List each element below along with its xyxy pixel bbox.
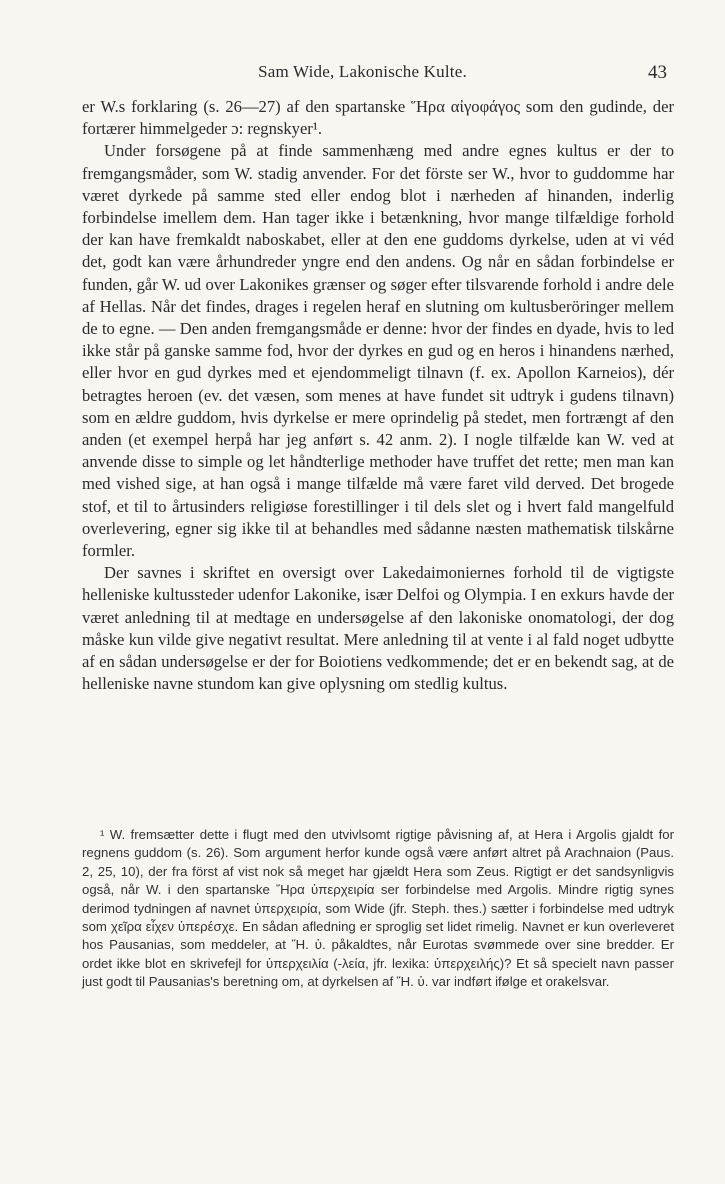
running-header xyxy=(0,62,725,84)
running-title: Sam Wide, Lakonische Kulte. xyxy=(258,62,467,81)
paragraph: Der savnes i skriftet en oversigt over Lakedaimoniernes forhold til de vigtigste helleniske kultussteder udenfor Lakonike, især Delfoi og Olympia. I en exkurs havde der været anledning til at medtage en undersøgelse af den lakoniske onomatologi, der dog måske kun vilde give negativt resultat. Mere anledning til at vente i al fald noget udbytte af en sådan undersøgelse er der for Boiotiens vedkommende; det er en bekendt sag, at de helleniske navne stundom kan give oplysning om stedlig kultus. xyxy=(82,563,674,694)
paragraph: er W.s forklaring (s. 26—27) af den spartanske Ἥρα αἰγοφάγος som den gudinde, der fortærer himmelgeder ɔ: regnskyer¹. xyxy=(82,97,674,139)
footnotes xyxy=(82,826,674,992)
main-text xyxy=(82,96,674,695)
page-number: 43 xyxy=(648,62,667,83)
footnote: ¹ W. fremsætter dette i flugt med den utvivlsomt rigtige påvisning af, at Hera i Argolis gjaldt for regnens guddom (s. 26). Som argument herfor kunde også være anført altret på Arachnaion (Paus. 2, 25, 10), der fra först af vist nok så meget har gjældt Hera som Zeus. Rigtigt er det sandsynligvis også, når W. i den spartanske Ἥρα ὑπερχειρία ser forbindelse med Argolis. Mindre rigtig synes derimod tydningen af navnet ὑπερχειρία, som Wide (jfr. Steph. thes.) sætter i forbindelse med udtryk som χεῖρα εἶχεν ὑπερέσχε. En sådan afledning er sproglig set lidet rimelig. Navnet er kun overleveret hos Pausanias, som meddeler, at Ἥ. ὑ. påkaldtes, når Eurotas svømmede over sine bredder. Er ordet ikke blot en skrivefejl for ὑπερχειλία (-λεία, jfr. lexika: ὑπερχειλής)? Et så specielt navn passer just godt til Pausanias's beretning om, at dyrkelsen af Ἥ. ὑ. var indført ifølge et orakelsvar. xyxy=(82,827,674,990)
paragraph: Under forsøgene på at finde sammenhæng med andre egnes kultus er der to fremgangsmåder, som W. stadig anvender. For det förste ser W., hvor to guddomme har været dyrkede på samme sted eller endog blot i nærheden af hinanden, inderlig forbindelse imellem dem. Han tager ikke i betænkning, hvor mange tilfældige forhold der kan have fremkaldt naboskabet, eller at den ene guddoms dyrkelse, uden at vi véd det, godt kan være århundreder yngre end den andens. Og når en sådan forbindelse er funden, går W. ud over Lakonikes grænser og søger efter tilsvarende forhold i andre dele af Hellas. Når det findes, drages i regelen heraf en slutning om kultusberöringer mellem de to egne. — Den anden fremgangsmåde er denne: hvor der findes en dyade, hvis to led ikke står på ganske samme fod, hvor der dyrkes en gud og en heros i hinandens nærhed, eller hvor en gud dyrkes med et ejendommeligt tilnavn (f. ex. Apollon Karneios), dér betragtes heroen (ev. det væsen, som menes at have fundet sit udtryk i gudens tilnavn) som en ældre guddom, hvis dyrkelse er mere oprindelig på stedet, men fortrængt af den anden (et exempel herpå har jeg anført s. 42 anm. 2). I nogle tilfælde kan W. ved at anvende disse to simple og let håndterlige methoder have truffet det rette; men man kan med vished sige, at han også i mange tilfælde må være faret vild derved. Det brogede stof, et til to årtusinders religiøse forestillinger i til dels slet og i hvert fald mangelfuld overlevering, egner sig ikke til at behandles med sådanne næsten mathematisk tilskårne formler. xyxy=(82,141,674,561)
